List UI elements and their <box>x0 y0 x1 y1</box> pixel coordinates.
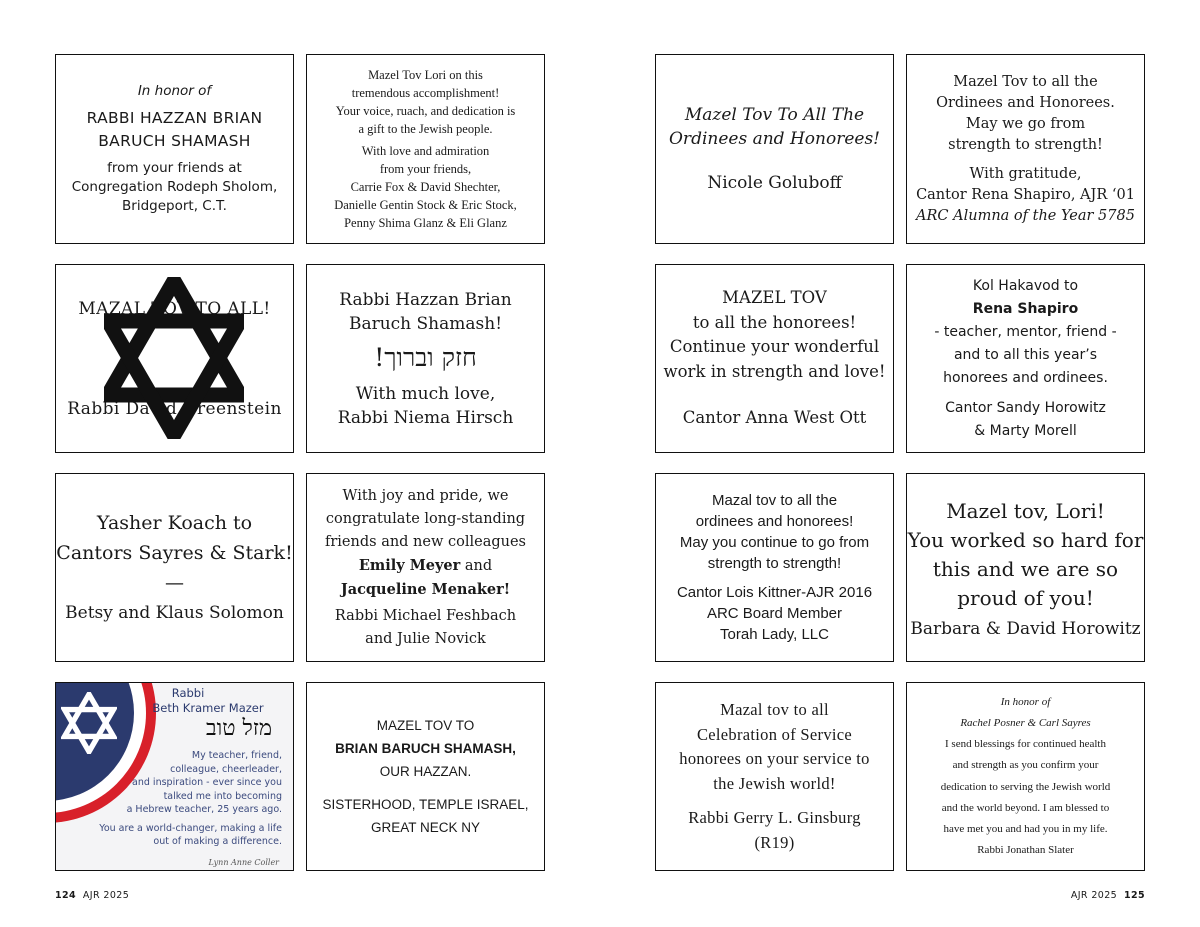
ad-card-anna-west-ott <box>655 264 894 453</box>
card-line: & Marty Morell <box>974 422 1077 439</box>
ad-card-goluboff <box>655 54 894 244</box>
card-line: Cantor Anna West Ott <box>682 408 867 428</box>
card-line: talked me into becoming <box>163 790 282 802</box>
ad-card-ginsburg <box>655 682 894 871</box>
ad-card-lois-kittner <box>655 473 894 662</box>
card-line: Continue your wonderful <box>669 337 880 357</box>
card-line: from your friends, <box>379 162 472 176</box>
card-line: My teacher, friend, <box>191 750 282 761</box>
card-line: Mazel Tov Lori on this <box>368 68 483 82</box>
ad-card-niema-hirsch <box>306 264 545 453</box>
card-line: friends and new colleagues <box>325 533 526 550</box>
card-line: Rabbi Niema Hirsch <box>337 407 514 428</box>
card-line: Rabbi Hazzan Brian <box>339 289 512 310</box>
card-line: SISTERHOOD, TEMPLE ISRAEL, <box>322 797 529 812</box>
card-line: Rabbi Michael Feshbach <box>334 607 517 624</box>
card-line: Ordinees and Honorees. <box>936 94 1115 111</box>
card-line: Mazel Tov to all the <box>953 73 1098 90</box>
card-line: You are a world-changer, making a life <box>99 822 282 834</box>
card-line: and strength as you confirm your <box>952 759 1099 772</box>
card-line: Mazel tov, Lori! <box>946 498 1105 523</box>
ad-card-rena-shapiro <box>906 54 1145 244</box>
card-line: OUR HAZZAN. <box>379 764 472 779</box>
ad-card-sandy-horowitz <box>906 264 1145 453</box>
page-number: 124 <box>55 890 77 901</box>
card-line: MAZEL TOV <box>722 288 827 308</box>
card-line: GREAT NECK NY <box>370 820 481 835</box>
ad-card-barbara-david-horowitz <box>906 473 1145 662</box>
card-line: Mazal tov to all the <box>711 492 838 509</box>
card-line: have met you and had you in my life. <box>943 822 1108 835</box>
card-line: and inspiration - ever since you <box>132 777 282 788</box>
card-line: Mazel Tov To All The <box>684 105 865 125</box>
card-line: In honor of <box>137 83 212 99</box>
card-line: May you continue to go from <box>679 534 870 551</box>
card-line: dedication to serving the Jewish world <box>940 780 1111 793</box>
card-line: colleague, cheerleader, <box>170 763 282 775</box>
card-line: Bridgeport, C.T. <box>122 198 227 214</box>
card-line: ARC Alumna of the Year 5785 <box>916 207 1135 224</box>
card-line: and Julie Novick <box>365 630 486 647</box>
card-line: to all the honorees! <box>692 312 857 332</box>
card-line: Ordinees and Honorees! <box>669 129 880 149</box>
card-line: Mazal tov to all <box>720 700 829 719</box>
card-line: May we go from <box>965 115 1086 132</box>
card-line: and to all this year’s <box>953 346 1098 363</box>
card-line: Carrie Fox & David Shechter, <box>350 180 501 194</box>
ad-card-jonathan-slater <box>906 682 1145 871</box>
page-number: 125 <box>1123 890 1145 901</box>
card-line: Rena Shapiro <box>972 300 1079 317</box>
message-block <box>99 749 282 849</box>
card-line: from your friends at <box>107 160 242 176</box>
ad-card-greenstein <box>55 264 294 453</box>
page-folio-right <box>1071 890 1145 901</box>
recipient-name <box>148 686 228 701</box>
card-line: MAZEL TOV TO <box>376 718 475 733</box>
card-line: — <box>165 571 184 594</box>
ad-card-mazel-tov-lori <box>306 54 545 244</box>
card-line: With gratitude, <box>969 165 1082 182</box>
star-of-david-icon <box>104 277 244 439</box>
card-line: Cantors Sayres & Stark! <box>56 541 293 564</box>
ad-card-sisterhood-temple-israel <box>306 682 545 871</box>
card-line: ARC Board Member <box>706 605 843 622</box>
card-line: Your voice, ruach, and dedication is <box>335 104 516 118</box>
card-line: Penny Shima Glanz & Eli Glanz <box>344 216 507 230</box>
card-line: strength to strength! <box>707 555 842 572</box>
card-line: Barbara & David Horowitz <box>910 618 1141 639</box>
card-line: You worked so hard for <box>907 527 1144 552</box>
card-line: BARUCH SHAMASH <box>98 132 251 150</box>
card-line: Nicole Goluboff <box>707 173 842 193</box>
card-line: (R19) <box>754 832 795 852</box>
card-line: With much love, <box>355 383 496 404</box>
card-line: a gift to the Jewish people. <box>358 122 493 136</box>
card-line: out of making a difference. <box>153 836 282 847</box>
card-line: Cantor Lois Kittner-AJR 2016 <box>676 584 873 601</box>
card-line: Betsy and Klaus Solomon <box>65 602 284 623</box>
card-line: ordinees and honorees! <box>695 513 854 530</box>
card-line: With love and admiration <box>361 144 490 158</box>
card-line: Celebration of Service <box>696 724 853 744</box>
page-folio-left <box>55 890 129 901</box>
card-line: the Jewish world! <box>713 773 836 793</box>
card-line: RABBI HAZZAN BRIAN <box>86 109 263 127</box>
card-line: honorees on your service to <box>679 749 870 768</box>
card-line: Rabbi David Greenstein <box>67 398 282 419</box>
card-line: With joy and pride, we <box>342 487 509 504</box>
publication-name: AJR 2025 <box>82 890 130 901</box>
ad-card-beth-kramer-mazer <box>55 682 294 871</box>
ad-card-solomon <box>55 473 294 662</box>
honoree-name: Emily Meyer <box>358 556 461 574</box>
card-line: Rachel Posner & Carl Sayres <box>960 716 1091 729</box>
card-line: Rabbi Jonathan Slater <box>977 844 1074 857</box>
ad-card-feshbach <box>306 473 545 662</box>
card-line: In honor of <box>1000 695 1051 708</box>
card-line: - teacher, mentor, friend - <box>934 323 1117 340</box>
card-line: BRIAN BARUCH SHAMASH, <box>335 741 516 756</box>
card-line: a Hebrew teacher, 25 years ago. <box>126 804 282 815</box>
card-line: and the world beyond. I am blessed to <box>941 801 1110 814</box>
card-line: Torah Lady, LLC <box>720 626 829 643</box>
card-line: Cantor Sandy Horowitz <box>945 399 1106 416</box>
card-line: Rabbi <box>171 686 205 700</box>
card-line: Jacqueline Menaker! <box>340 580 511 598</box>
card-line: Yasher Koach to <box>96 511 253 534</box>
hebrew-text: חזק וברוך! <box>374 342 477 372</box>
card-line: Cantor Rena Shapiro, AJR ‘01 <box>916 186 1135 203</box>
signature: Lynn Anne Coller <box>208 858 279 867</box>
card-line: Rabbi Gerry L. Ginsburg <box>688 808 861 827</box>
card-line: strength to strength! <box>948 136 1103 153</box>
card-line: Congregation Rodeph Sholom, <box>71 179 278 195</box>
star-of-david-icon <box>61 692 117 754</box>
card-line: this and we are so <box>932 556 1119 581</box>
card-line: Kol Hakavod to <box>972 277 1079 294</box>
card-line: MAZAL TOV TO ALL! <box>78 298 271 319</box>
card-line <box>359 554 492 578</box>
card-line: Danielle Gentin Stock & Eric Stock, <box>334 198 517 212</box>
ad-card-rodeph-sholom <box>55 54 294 244</box>
card-line: work in strength and love! <box>663 361 886 381</box>
card-line: congratulate long-standing <box>325 510 526 527</box>
card-line: I send blessings for continued health <box>945 738 1106 751</box>
card-line: tremendous accomplishment! <box>351 86 500 100</box>
card-line: honorees and ordinees. <box>943 369 1108 386</box>
card-line: Beth Kramer Mazer <box>152 701 264 715</box>
conjunction: and <box>464 557 493 574</box>
card-line: Baruch Shamash! <box>348 313 503 334</box>
card-line: proud of you! <box>957 585 1094 610</box>
recipient-name-full <box>148 701 268 716</box>
publication-name: AJR 2025 <box>1070 890 1118 901</box>
hebrew-text: מזל טוב <box>206 716 272 741</box>
